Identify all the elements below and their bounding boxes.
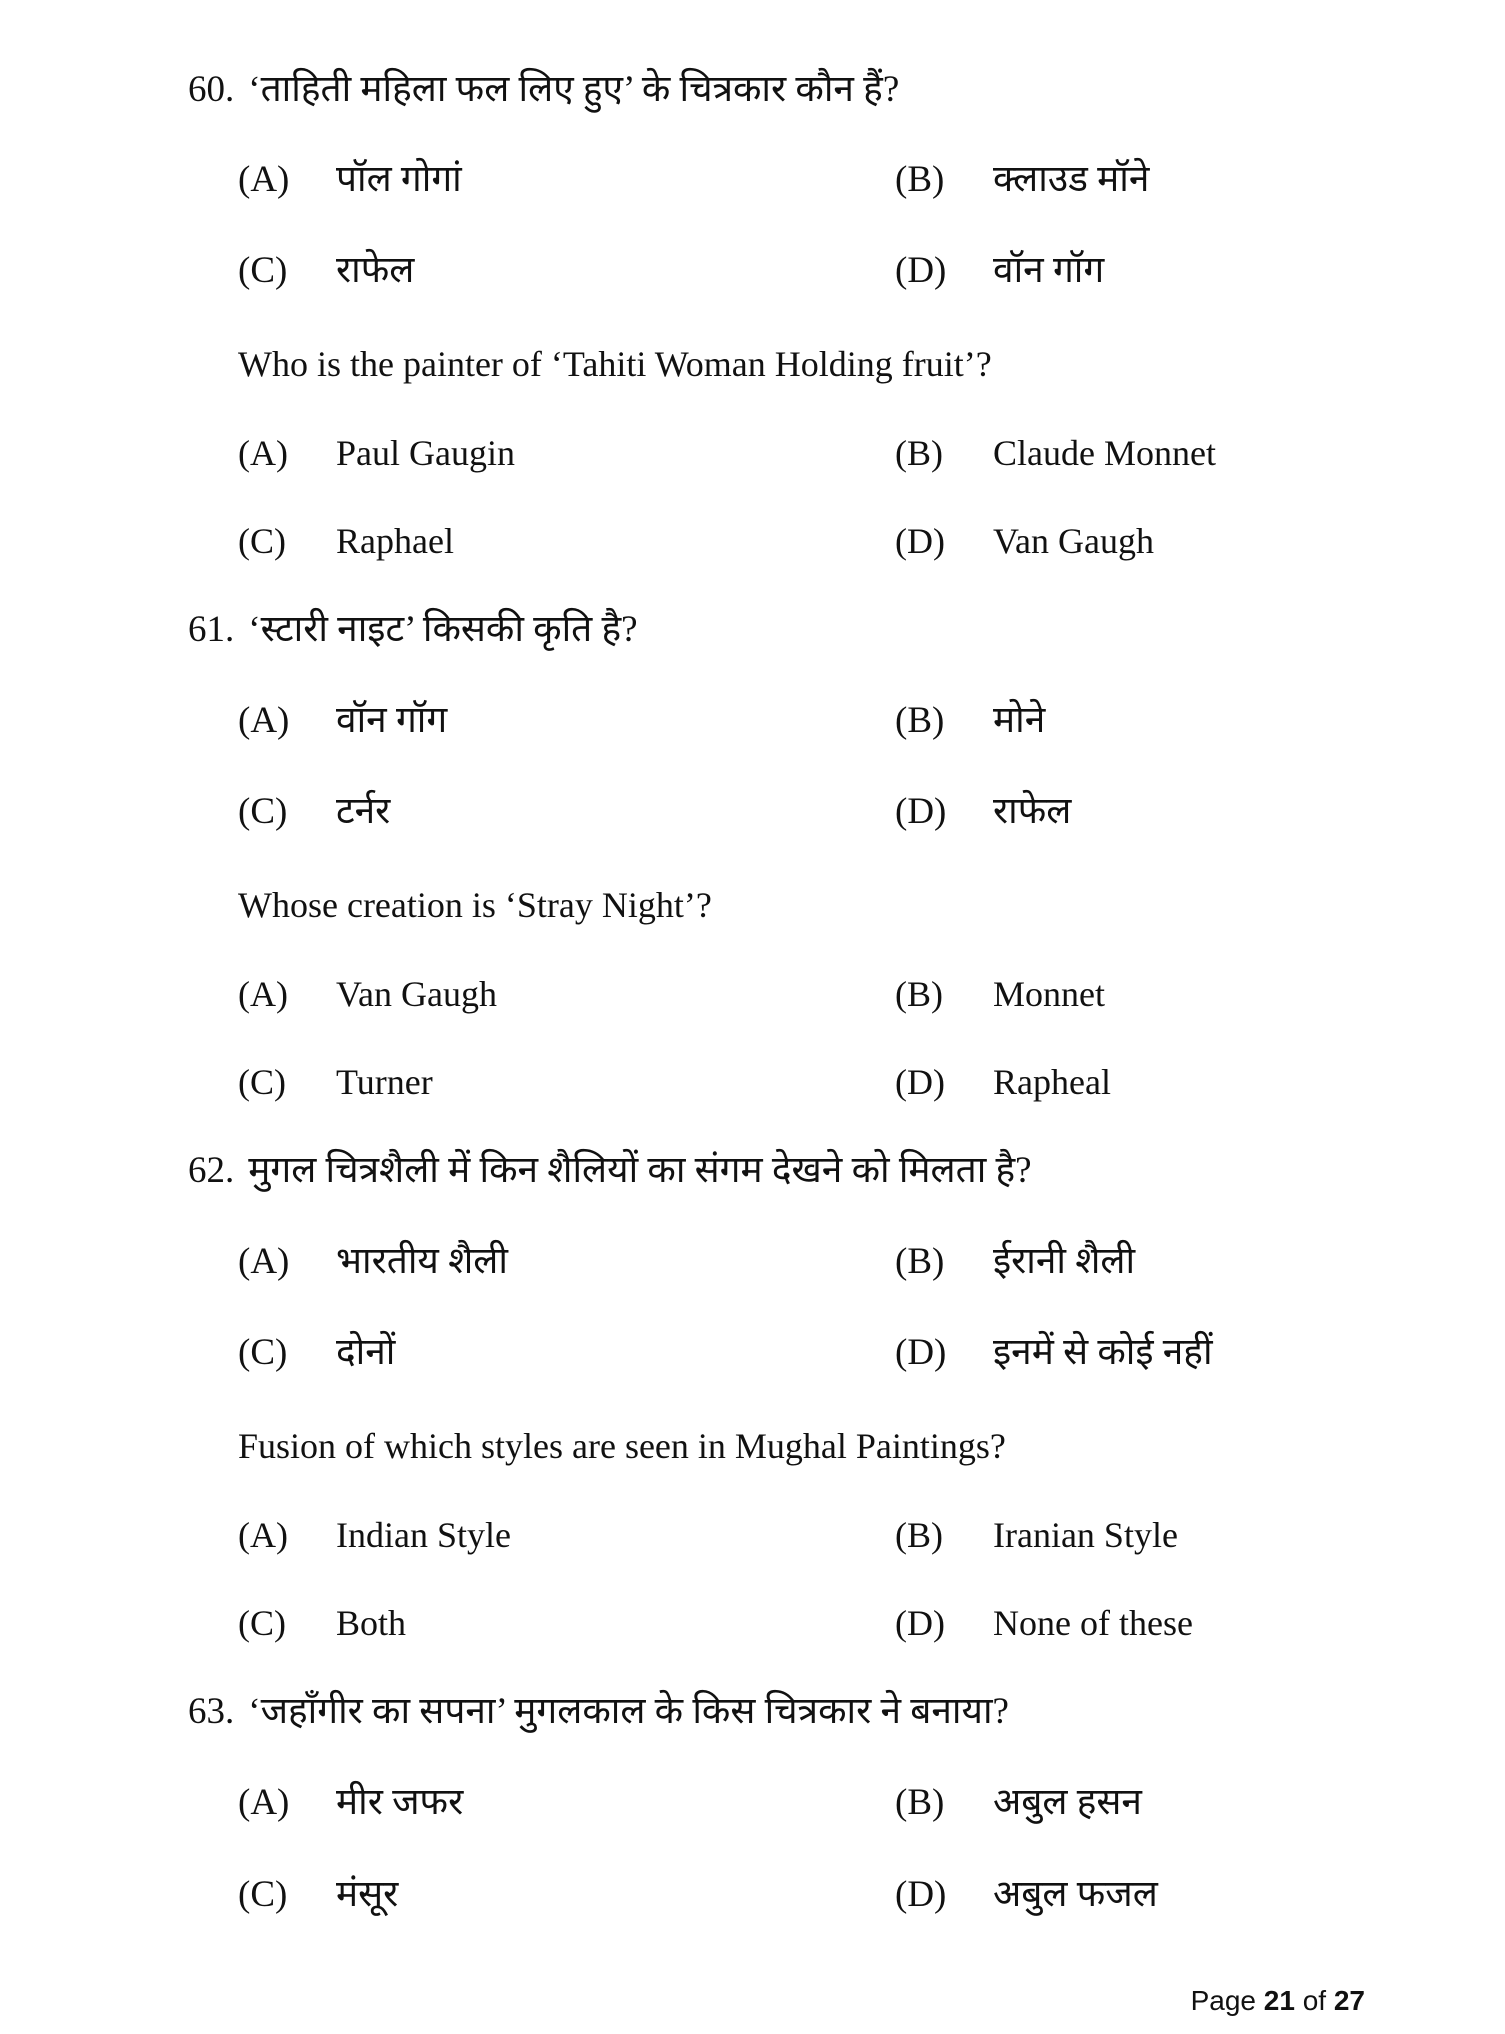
option-letter: (A) <box>238 1241 290 1282</box>
option-text: पॉल गोगां <box>336 159 462 200</box>
option-letter: (D) <box>895 250 947 291</box>
question-number: 60. <box>188 69 235 110</box>
option-letter: (C) <box>238 791 288 832</box>
question-text: मुगल चित्रशैली में किन शैलियों का संगम देखने को मिलता है? <box>248 1150 1032 1191</box>
option-letter: (D) <box>895 521 945 561</box>
option-letter: (B) <box>895 1241 945 1282</box>
option-text: None of these <box>993 1603 1193 1643</box>
question-text: ‘जहाँगीर का सपना’ मुगलकाल के किस चित्रकार ने बनाया? <box>248 1691 1009 1732</box>
option-b <box>895 1778 1142 1828</box>
option-c <box>238 1598 406 1648</box>
option-text: वॉन गॉग <box>336 700 448 741</box>
question-63-hindi <box>188 1687 1009 1737</box>
option-letter: (C) <box>238 1874 288 1915</box>
option-c <box>238 246 414 296</box>
question-62-english: Fusion of which styles are seen in Mughal Paintings? <box>238 1426 1006 1466</box>
option-letter: (B) <box>895 433 943 473</box>
option-c <box>238 516 454 566</box>
option-text: मंसूर <box>336 1874 399 1915</box>
option-letter: (B) <box>895 974 943 1014</box>
option-d <box>895 1328 1213 1378</box>
option-letter: (A) <box>238 700 290 741</box>
option-text: Iranian Style <box>993 1515 1178 1555</box>
page-prefix: Page <box>1190 1985 1264 2016</box>
option-text: Indian Style <box>336 1515 511 1555</box>
option-text: Claude Monnet <box>993 433 1216 473</box>
option-b <box>895 1237 1135 1287</box>
option-letter: (D) <box>895 791 947 832</box>
option-text: मोने <box>993 700 1046 741</box>
option-text: इनमें से कोई नहीं <box>993 1332 1213 1373</box>
option-d <box>895 516 1154 566</box>
option-text: Turner <box>336 1062 433 1102</box>
option-text: क्लाउड मॉने <box>993 159 1150 200</box>
option-letter: (C) <box>238 1332 288 1373</box>
question-number: 61. <box>188 609 235 650</box>
option-c <box>238 787 390 837</box>
option-d <box>895 787 1071 837</box>
option-text: Van Gaugh <box>336 974 497 1014</box>
option-letter: (B) <box>895 1515 943 1555</box>
option-text: राफेल <box>993 791 1072 832</box>
option-b <box>895 428 1216 478</box>
option-letter: (A) <box>238 1782 290 1823</box>
option-letter: (C) <box>238 250 288 291</box>
option-letter: (A) <box>238 159 290 200</box>
option-text: अबुल हसन <box>993 1782 1142 1823</box>
option-letter: (D) <box>895 1062 945 1102</box>
option-letter: (A) <box>238 433 288 473</box>
option-a <box>238 1510 511 1560</box>
option-text: Both <box>336 1603 407 1643</box>
option-b <box>895 696 1045 746</box>
option-d <box>895 1057 1111 1107</box>
question-62-hindi <box>188 1146 1032 1196</box>
option-a <box>238 155 462 205</box>
option-text: ईरानी शैली <box>993 1241 1136 1282</box>
option-c <box>238 1057 433 1107</box>
question-60-hindi <box>188 65 899 115</box>
option-text: टर्नर <box>336 791 391 832</box>
option-a <box>238 1237 508 1287</box>
question-text: ‘ताहिती महिला फल लिए हुए’ के चित्रकार कौन हैं? <box>248 69 900 110</box>
option-text: Rapheal <box>993 1062 1111 1102</box>
option-d <box>895 1870 1158 1920</box>
question-number: 63. <box>188 1691 235 1732</box>
option-a <box>238 969 497 1019</box>
option-a <box>238 1778 463 1828</box>
question-text: ‘स्टारी नाइट’ किसकी कृति है? <box>248 609 638 650</box>
option-b <box>895 1510 1178 1560</box>
option-a <box>238 696 447 746</box>
question-61-hindi <box>188 605 638 655</box>
option-text: अबुल फजल <box>993 1874 1158 1915</box>
option-a <box>238 428 515 478</box>
option-letter: (B) <box>895 159 945 200</box>
option-b <box>895 155 1149 205</box>
page-number-footer <box>1191 1985 1365 2017</box>
option-text: वॉन गॉग <box>993 250 1105 291</box>
option-letter: (B) <box>895 1782 945 1823</box>
option-c <box>238 1870 398 1920</box>
option-letter: (D) <box>895 1332 947 1373</box>
option-text: भारतीय शैली <box>336 1241 508 1282</box>
option-d <box>895 246 1104 296</box>
option-letter: (D) <box>895 1603 945 1643</box>
current-page: 21 <box>1263 1985 1295 2016</box>
question-61-english: Whose creation is ‘Stray Night’? <box>238 885 712 925</box>
question-number: 62. <box>188 1150 235 1191</box>
option-letter: (C) <box>238 1603 286 1643</box>
option-b <box>895 969 1105 1019</box>
option-text: दोनों <box>336 1332 396 1373</box>
page-middle: of <box>1294 1985 1334 2016</box>
option-letter: (A) <box>238 1515 288 1555</box>
option-c <box>238 1328 395 1378</box>
total-pages: 27 <box>1333 1985 1365 2016</box>
option-text: Paul Gaugin <box>336 433 515 473</box>
option-text: Van Gaugh <box>993 521 1154 561</box>
option-text: मीर जफर <box>336 1782 464 1823</box>
option-letter: (B) <box>895 700 945 741</box>
option-text: राफेल <box>336 250 415 291</box>
question-60-english: Who is the painter of ‘Tahiti Woman Holding fruit’? <box>238 344 992 384</box>
option-text: Monnet <box>993 974 1105 1014</box>
option-text: Raphael <box>336 521 454 561</box>
option-d <box>895 1598 1193 1648</box>
option-letter: (D) <box>895 1874 947 1915</box>
option-letter: (C) <box>238 1062 286 1102</box>
option-letter: (A) <box>238 974 288 1014</box>
option-letter: (C) <box>238 521 286 561</box>
